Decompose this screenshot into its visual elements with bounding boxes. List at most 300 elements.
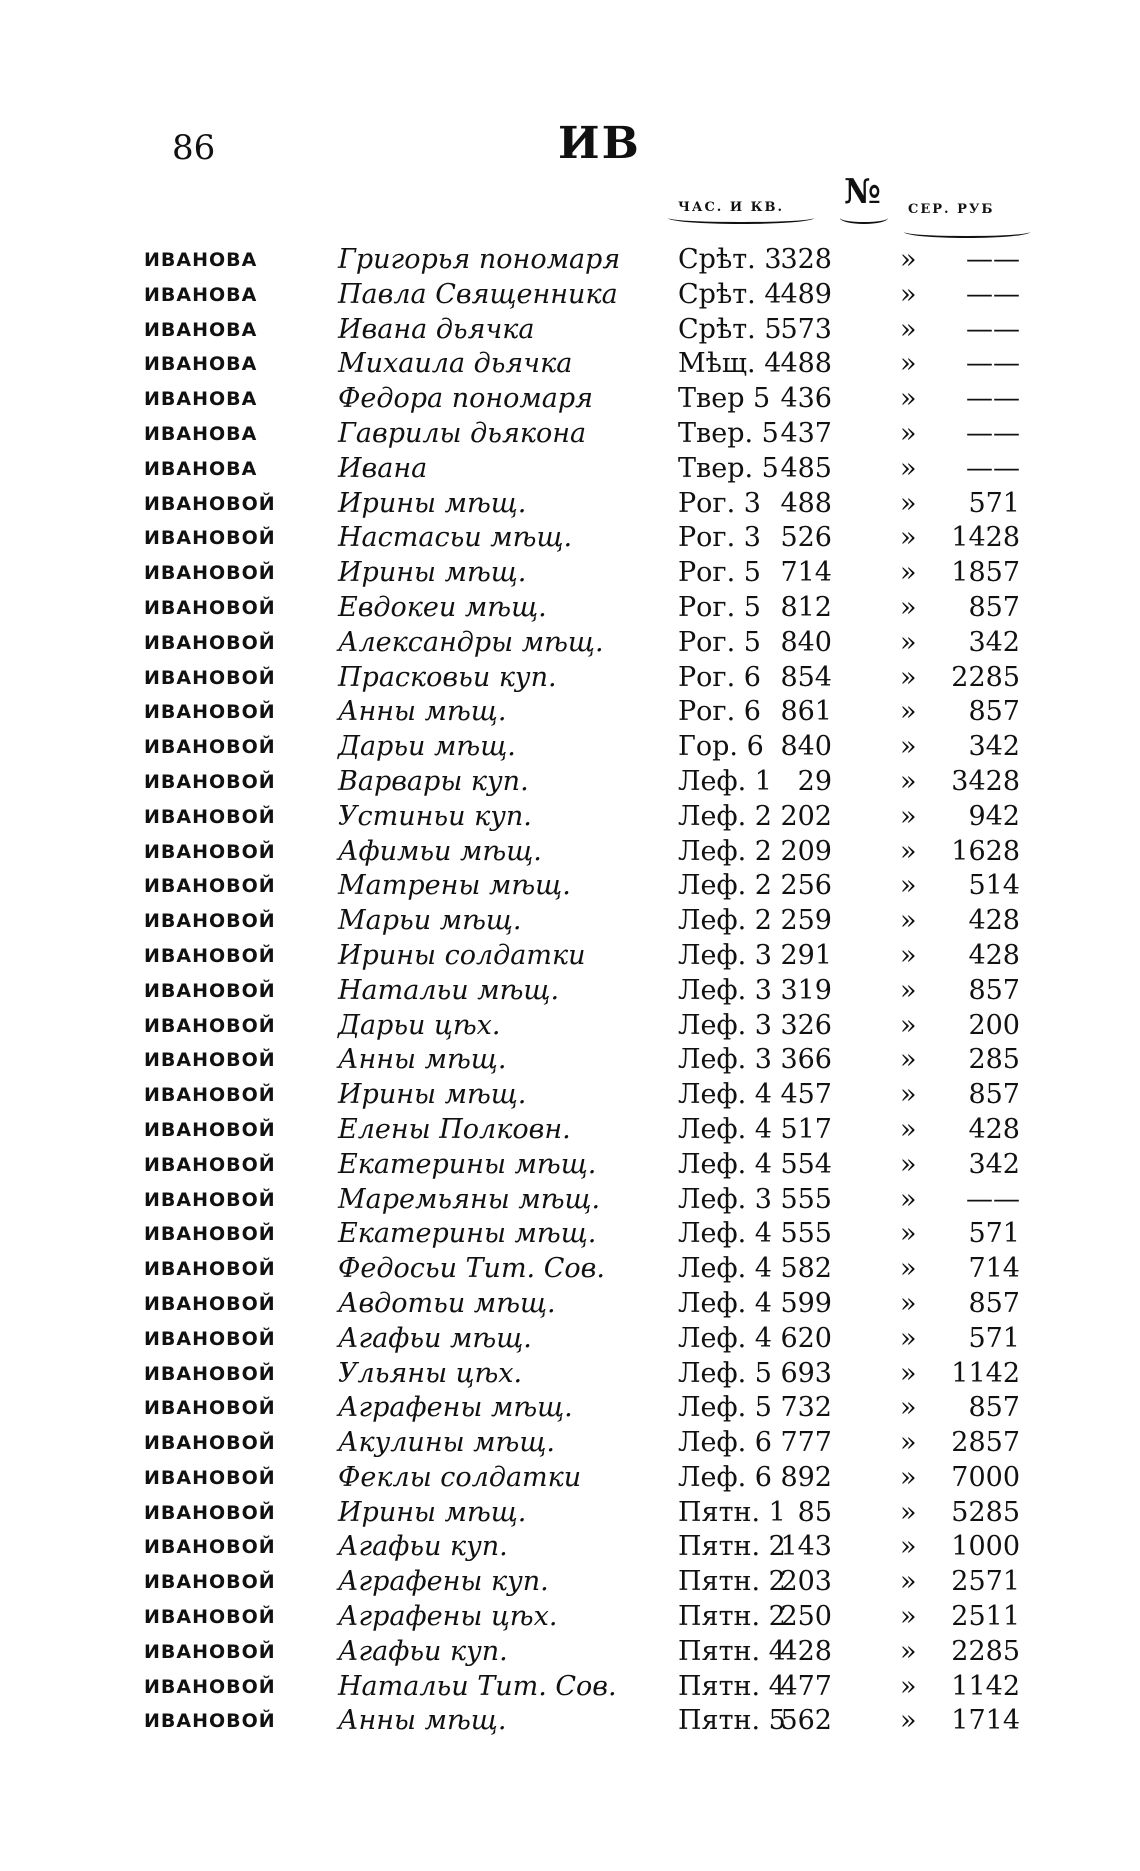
ditto-mark: »: [900, 487, 917, 519]
surname-cell: ИВАНОВОЙ: [144, 910, 276, 933]
surname-cell: ИВАНОВОЙ: [144, 596, 276, 619]
ditto-mark: »: [900, 1531, 917, 1563]
sum-cell: 2571: [951, 1566, 1020, 1598]
part-cell: Леф. 3: [678, 1044, 772, 1076]
table-row: [130, 1183, 1030, 1218]
surname-cell: ИВАНОВОЙ: [144, 979, 276, 1002]
surname-cell: ИВАНОВОЙ: [144, 562, 276, 585]
table-row: [130, 661, 1030, 696]
number-cell: 202: [780, 800, 832, 832]
person-cell: Феклы солдатки: [338, 1461, 582, 1493]
number-cell: 209: [780, 835, 832, 867]
ditto-mark: »: [900, 1392, 917, 1424]
surname-cell: ИВАНОВОЙ: [144, 1258, 276, 1281]
part-cell: Рог. 6: [678, 696, 761, 728]
sum-cell: 428: [968, 939, 1020, 971]
table-row: [130, 1461, 1030, 1496]
column-header-part: ЧАС. И КВ.: [678, 200, 785, 215]
surname-cell: ИВАНОВОЙ: [144, 701, 276, 724]
ditto-mark: »: [900, 1461, 917, 1493]
person-cell: Елены Полковн.: [338, 1113, 571, 1145]
person-cell: Натальи Тит. Сов.: [338, 1670, 617, 1702]
surname-cell: ИВАНОВОЙ: [144, 1640, 276, 1663]
surname-cell: ИВАНОВА: [144, 388, 258, 411]
sum-cell: 5285: [951, 1496, 1020, 1528]
part-cell: Леф. 4: [678, 1287, 772, 1319]
sum-cell: ——: [966, 278, 1020, 310]
ditto-mark: »: [900, 1113, 917, 1145]
surname-cell: ИВАНОВОЙ: [144, 1466, 276, 1489]
person-cell: Евдокеи мѣщ.: [338, 591, 547, 623]
person-cell: Ивана дьячка: [338, 313, 535, 345]
header-brace: [840, 212, 888, 224]
number-cell: 259: [780, 905, 832, 937]
number-cell: 599: [780, 1287, 832, 1319]
sum-cell: 2511: [951, 1601, 1020, 1633]
part-cell: Гор. 6: [678, 731, 764, 763]
table-row: [130, 1322, 1030, 1357]
person-cell: Прасковьи куп.: [338, 661, 557, 693]
part-cell: Рог. 5: [678, 591, 761, 623]
person-cell: Настасьи мѣщ.: [338, 522, 573, 554]
sum-cell: 1857: [951, 557, 1020, 589]
sum-cell: 2857: [951, 1427, 1020, 1459]
table-row: [130, 974, 1030, 1009]
table-row: [130, 1565, 1030, 1600]
person-cell: Марьи мѣщ.: [338, 905, 522, 937]
ditto-mark: »: [900, 870, 917, 902]
part-cell: Леф. 1: [678, 765, 772, 797]
table-row: [130, 1009, 1030, 1044]
part-cell: Рог. 6: [678, 661, 761, 693]
number-cell: 620: [780, 1322, 832, 1354]
ditto-mark: »: [900, 905, 917, 937]
ditto-mark: »: [900, 1322, 917, 1354]
number-cell: 457: [780, 1079, 832, 1111]
sum-cell: 200: [968, 1009, 1020, 1041]
part-cell: Пятн. 2: [678, 1601, 786, 1633]
person-cell: Анны мѣщ.: [338, 696, 507, 728]
number-cell: 526: [780, 522, 832, 554]
ditto-mark: »: [900, 661, 917, 693]
person-cell: Ирины солдатки: [338, 939, 586, 971]
ditto-mark: »: [900, 731, 917, 763]
part-cell: Леф. 6: [678, 1461, 772, 1493]
table-row: [130, 904, 1030, 939]
sum-cell: 857: [968, 1287, 1020, 1319]
table-row: [130, 1078, 1030, 1113]
person-cell: Федосьи Тит. Сов.: [338, 1253, 605, 1285]
person-cell: Федора пономаря: [338, 383, 594, 415]
ditto-mark: »: [900, 1148, 917, 1180]
sum-cell: 857: [968, 1392, 1020, 1424]
person-cell: Ирины мѣщ.: [338, 487, 527, 519]
ditto-mark: »: [900, 1601, 917, 1633]
person-cell: Дарьи мѣщ.: [338, 731, 516, 763]
ditto-mark: »: [900, 1253, 917, 1285]
surname-cell: ИВАНОВОЙ: [144, 1188, 276, 1211]
number-cell: 732: [780, 1392, 832, 1424]
table-row: [130, 521, 1030, 556]
number-cell: 488: [780, 487, 832, 519]
part-cell: Рог. 5: [678, 626, 761, 658]
person-cell: Агафьи куп.: [338, 1531, 508, 1563]
sum-cell: 857: [968, 974, 1020, 1006]
table-row: [130, 1043, 1030, 1078]
sum-cell: 1714: [951, 1705, 1020, 1737]
ditto-mark: »: [900, 591, 917, 623]
number-cell: 777: [780, 1427, 832, 1459]
table-row: [130, 1704, 1030, 1739]
surname-cell: ИВАНОВОЙ: [144, 631, 276, 654]
surname-cell: ИВАНОВОЙ: [144, 492, 276, 515]
table-row: [130, 1496, 1030, 1531]
sum-cell: 857: [968, 1079, 1020, 1111]
sum-cell: 1000: [951, 1531, 1020, 1563]
table-row: [130, 800, 1030, 835]
part-cell: Срѣт. 4: [678, 278, 782, 310]
part-cell: Твер. 5: [678, 452, 779, 484]
part-cell: Пятн. 4: [678, 1635, 786, 1667]
ditto-mark: »: [900, 1009, 917, 1041]
surname-cell: ИВАНОВОЙ: [144, 1118, 276, 1141]
part-cell: Пятн. 1: [678, 1496, 786, 1528]
surname-cell: ИВАНОВОЙ: [144, 1397, 276, 1420]
ditto-mark: »: [900, 1670, 917, 1702]
sum-cell: 428: [968, 1113, 1020, 1145]
person-cell: Агафьи мѣщ.: [338, 1322, 532, 1354]
part-cell: Срѣт. 5: [678, 313, 782, 345]
ditto-mark: »: [900, 1635, 917, 1667]
part-cell: Леф. 4: [678, 1079, 772, 1111]
part-cell: Твер 5: [678, 383, 771, 415]
number-cell: 555: [780, 1183, 832, 1215]
person-cell: Дарьи цѣх.: [338, 1009, 501, 1041]
table-row: [130, 1148, 1030, 1183]
part-cell: Леф. 5: [678, 1392, 772, 1424]
surname-cell: ИВАНОВОЙ: [144, 1501, 276, 1524]
person-cell: Гаврилы дьякона: [338, 417, 587, 449]
ditto-mark: »: [900, 835, 917, 867]
part-cell: Пятн. 2: [678, 1531, 786, 1563]
table-row: [130, 1113, 1030, 1148]
ditto-mark: »: [900, 765, 917, 797]
number-cell: 693: [780, 1357, 832, 1389]
person-cell: Анны мѣщ.: [338, 1705, 507, 1737]
sum-cell: 714: [968, 1253, 1020, 1285]
number-cell: 203: [780, 1566, 832, 1598]
part-cell: Пятн. 2: [678, 1566, 786, 1598]
number-cell: 143: [780, 1531, 832, 1563]
surname-cell: ИВАНОВОЙ: [144, 1432, 276, 1455]
part-cell: Рог. 5: [678, 557, 761, 589]
person-cell: Ирины мѣщ.: [338, 1079, 527, 1111]
sum-cell: ——: [966, 348, 1020, 380]
number-cell: 573: [780, 313, 832, 345]
ditto-mark: »: [900, 1218, 917, 1250]
surname-cell: ИВАНОВОЙ: [144, 1675, 276, 1698]
surname-cell: ИВАНОВОЙ: [144, 666, 276, 689]
ditto-mark: »: [900, 1357, 917, 1389]
number-cell: 291: [780, 939, 832, 971]
surname-cell: ИВАНОВОЙ: [144, 1536, 276, 1559]
person-cell: Екатерины мѣщ.: [338, 1218, 597, 1250]
table-row: [130, 591, 1030, 626]
number-cell: 256: [780, 870, 832, 902]
ditto-mark: »: [900, 800, 917, 832]
number-cell: 554: [780, 1148, 832, 1180]
number-cell: 85: [797, 1496, 832, 1528]
surname-cell: ИВАНОВОЙ: [144, 1292, 276, 1315]
person-cell: Михаила дьячка: [338, 348, 573, 380]
surname-cell: ИВАНОВОЙ: [144, 1223, 276, 1246]
register-table: [130, 243, 1030, 1739]
ditto-mark: »: [900, 1044, 917, 1076]
table-row: [130, 1357, 1030, 1392]
table-row: [130, 1670, 1030, 1705]
sum-cell: ——: [966, 244, 1020, 275]
person-cell: Устиньи куп.: [338, 800, 532, 832]
number-cell: 840: [780, 626, 832, 658]
ditto-mark: »: [900, 939, 917, 971]
table-row: [130, 730, 1030, 765]
person-cell: Ирины мѣщ.: [338, 557, 527, 589]
ditto-mark: »: [900, 1287, 917, 1319]
table-row: [130, 382, 1030, 417]
table-row: [130, 556, 1030, 591]
sum-cell: 342: [968, 731, 1020, 763]
surname-cell: ИВАНОВОЙ: [144, 840, 276, 863]
surname-cell: ИВАНОВА: [144, 422, 258, 445]
number-cell: 517: [780, 1113, 832, 1145]
surname-cell: ИВАНОВА: [144, 353, 258, 376]
person-cell: Акулины мѣщ.: [338, 1427, 555, 1459]
ditto-mark: »: [900, 244, 917, 275]
sum-cell: 571: [968, 487, 1020, 519]
table-row: [130, 1287, 1030, 1322]
ditto-mark: »: [900, 1183, 917, 1215]
part-cell: Срѣт. 3: [678, 244, 782, 275]
sum-cell: 1428: [951, 522, 1020, 554]
surname-cell: ИВАНОВА: [144, 283, 258, 306]
number-cell: 582: [780, 1253, 832, 1285]
surname-cell: ИВАНОВОЙ: [144, 1327, 276, 1350]
sum-cell: ——: [966, 313, 1020, 345]
surname-cell: ИВАНОВОЙ: [144, 944, 276, 967]
sum-cell: 857: [968, 696, 1020, 728]
surname-cell: ИВАНОВОЙ: [144, 1084, 276, 1107]
sum-cell: 571: [968, 1322, 1020, 1354]
person-cell: Григорья пономаря: [338, 244, 621, 275]
surname-cell: ИВАНОВОЙ: [144, 527, 276, 550]
number-cell: 436: [780, 383, 832, 415]
number-cell: 555: [780, 1218, 832, 1250]
ditto-mark: »: [900, 417, 917, 449]
person-cell: Аграфены куп.: [338, 1566, 549, 1598]
number-cell: 489: [780, 278, 832, 310]
table-row: [130, 1217, 1030, 1252]
sum-cell: 3428: [951, 765, 1020, 797]
part-cell: Рог. 3: [678, 522, 761, 554]
person-cell: Аграфены цѣх.: [338, 1601, 558, 1633]
part-cell: Леф. 2: [678, 835, 772, 867]
header-brace: [904, 226, 1030, 238]
number-cell: 485: [780, 452, 832, 484]
number-cell: 861: [780, 696, 832, 728]
surname-cell: ИВАНОВОЙ: [144, 736, 276, 759]
table-row: [130, 1391, 1030, 1426]
part-cell: Леф. 4: [678, 1322, 772, 1354]
sum-cell: 2285: [951, 1635, 1020, 1667]
sum-cell: ——: [966, 383, 1020, 415]
part-cell: Леф. 2: [678, 800, 772, 832]
sum-cell: 7000: [951, 1461, 1020, 1493]
person-cell: Матрены мѣщ.: [338, 870, 571, 902]
part-cell: Леф. 2: [678, 870, 772, 902]
part-cell: Леф. 3: [678, 939, 772, 971]
ditto-mark: »: [900, 278, 917, 310]
sum-cell: ——: [966, 452, 1020, 484]
number-cell: 488: [780, 348, 832, 380]
table-row: [130, 835, 1030, 870]
person-cell: Ульяны цѣх.: [338, 1357, 523, 1389]
sum-cell: 342: [968, 626, 1020, 658]
surname-cell: ИВАНОВА: [144, 249, 258, 271]
surname-cell: ИВАНОВОЙ: [144, 1710, 276, 1733]
surname-cell: ИВАНОВОЙ: [144, 1571, 276, 1594]
part-cell: Леф. 4: [678, 1218, 772, 1250]
number-cell: 437: [780, 417, 832, 449]
person-cell: Ирины мѣщ.: [338, 1496, 527, 1528]
table-row: [130, 1252, 1030, 1287]
sum-cell: 428: [968, 905, 1020, 937]
person-cell: Александры мѣщ.: [338, 626, 604, 658]
person-cell: Аграфены мѣщ.: [338, 1392, 573, 1424]
sum-cell: ——: [966, 417, 1020, 449]
sum-cell: 285: [968, 1044, 1020, 1076]
surname-cell: ИВАНОВОЙ: [144, 805, 276, 828]
table-row: [130, 1600, 1030, 1635]
ditto-mark: »: [900, 383, 917, 415]
surname-cell: ИВАНОВА: [144, 318, 258, 341]
person-cell: Авдотьи мѣщ.: [338, 1287, 556, 1319]
surname-cell: ИВАНОВОЙ: [144, 1153, 276, 1176]
number-cell: 854: [780, 661, 832, 693]
table-row: [130, 347, 1030, 382]
part-cell: Леф. 3: [678, 974, 772, 1006]
ditto-mark: »: [900, 1705, 917, 1737]
number-cell: 892: [780, 1461, 832, 1493]
part-cell: Мѣщ. 4: [678, 348, 782, 380]
surname-cell: ИВАНОВА: [144, 457, 258, 480]
surname-cell: ИВАНОВОЙ: [144, 1049, 276, 1072]
ditto-mark: »: [900, 348, 917, 380]
ditto-mark: »: [900, 452, 917, 484]
sum-cell: 857: [968, 591, 1020, 623]
part-cell: Леф. 2: [678, 905, 772, 937]
column-header-number: №: [844, 172, 881, 212]
sum-cell: 1142: [951, 1357, 1020, 1389]
part-cell: Леф. 4: [678, 1113, 772, 1145]
sum-cell: 1628: [951, 835, 1020, 867]
ditto-mark: »: [900, 522, 917, 554]
person-cell: Павла Священника: [338, 278, 618, 310]
surname-cell: ИВАНОВОЙ: [144, 1606, 276, 1629]
person-cell: Агафьи куп.: [338, 1635, 508, 1667]
ditto-mark: »: [900, 696, 917, 728]
sum-cell: 942: [968, 800, 1020, 832]
header-brace: [668, 212, 814, 224]
number-cell: 714: [780, 557, 832, 589]
part-cell: Пятн. 5: [678, 1705, 786, 1737]
person-cell: Екатерины мѣщ.: [338, 1148, 597, 1180]
table-row: [130, 765, 1030, 800]
person-cell: Натальи мѣщ.: [338, 974, 560, 1006]
table-row: [130, 278, 1030, 313]
ditto-mark: »: [900, 313, 917, 345]
table-row: [130, 487, 1030, 522]
sum-cell: 342: [968, 1148, 1020, 1180]
part-cell: Леф. 4: [678, 1148, 772, 1180]
part-cell: Твер. 5: [678, 417, 779, 449]
table-row: [130, 243, 1030, 278]
number-cell: 562: [780, 1705, 832, 1737]
number-cell: 326: [780, 1009, 832, 1041]
table-row: [130, 1635, 1030, 1670]
table-row: [130, 1426, 1030, 1461]
table-row: [130, 869, 1030, 904]
number-cell: 29: [797, 765, 832, 797]
number-cell: 328: [780, 244, 832, 275]
part-cell: Пятн. 4: [678, 1670, 786, 1702]
sum-cell: 571: [968, 1218, 1020, 1250]
table-row: [130, 452, 1030, 487]
surname-cell: ИВАНОВОЙ: [144, 770, 276, 793]
person-cell: Афимьи мѣщ.: [338, 835, 542, 867]
part-cell: Леф. 5: [678, 1357, 772, 1389]
person-cell: Варвары куп.: [338, 765, 529, 797]
table-row: [130, 695, 1030, 730]
number-cell: 812: [780, 591, 832, 623]
number-cell: 319: [780, 974, 832, 1006]
ditto-mark: »: [900, 1496, 917, 1528]
table-row: [130, 313, 1030, 348]
ditto-mark: »: [900, 974, 917, 1006]
person-cell: Анны мѣщ.: [338, 1044, 507, 1076]
ditto-mark: »: [900, 1427, 917, 1459]
sum-cell: 2285: [951, 661, 1020, 693]
surname-cell: ИВАНОВОЙ: [144, 1362, 276, 1385]
person-cell: Маремьяны мѣщ.: [338, 1183, 601, 1215]
number-cell: 840: [780, 731, 832, 763]
page-number: 86: [172, 128, 216, 168]
sum-cell: 1142: [951, 1670, 1020, 1702]
surname-cell: ИВАНОВОЙ: [144, 1014, 276, 1037]
surname-cell: ИВАНОВОЙ: [144, 875, 276, 898]
number-cell: 428: [780, 1635, 832, 1667]
person-cell: Ивана: [338, 452, 428, 484]
number-cell: 477: [780, 1670, 832, 1702]
part-cell: Леф. 3: [678, 1183, 772, 1215]
part-cell: Рог. 3: [678, 487, 761, 519]
table-row: [130, 1530, 1030, 1565]
sum-cell: 514: [968, 870, 1020, 902]
part-cell: Леф. 4: [678, 1253, 772, 1285]
part-cell: Леф. 6: [678, 1427, 772, 1459]
number-cell: 250: [780, 1601, 832, 1633]
running-head: ИВ: [558, 118, 641, 169]
sum-cell: ——: [966, 1183, 1020, 1215]
